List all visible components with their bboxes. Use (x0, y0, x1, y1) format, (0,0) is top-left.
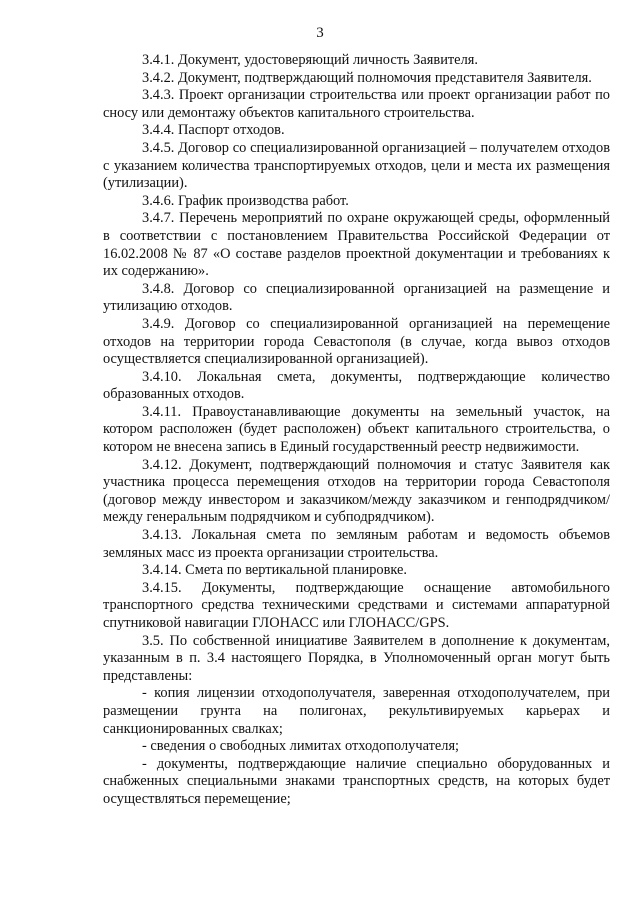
paragraph-3-4-8: 3.4.8. Договор со специализированной организацией на размещение и утилизацию отходов. (103, 280, 610, 315)
paragraph-3-4-2: 3.4.2. Документ, подтверждающий полномочия представителя Заявителя. (142, 69, 592, 86)
document-body (103, 52, 610, 809)
paragraph-3-4-6: 3.4.6. График производства работ. (142, 192, 349, 209)
list-item-license-copy: - копия лицензии отходополучателя, заверенная отходополучателем, при размещении грунта на полигонах, рекультивируемых карьерах и санкционированных свалках; (103, 685, 610, 737)
list-item-free-limits: - сведения о свободных лимитах отходополучателя; (142, 738, 460, 755)
paragraph-3-4-10: 3.4.10. Локальная смета, документы, подтверждающие количество образованных отходов. (103, 368, 610, 403)
paragraph-3-4-3: 3.4.3. Проект организации строительства или проект организации работ по сносу или демонтажу объектов капитального строительства. (103, 87, 610, 121)
paragraph-3-4-11: 3.4.11. Правоустанавливающие документы на земельный участок, на котором расположен (будет расположен) объект капитального строительства, о котором не внесена запись в Единый государственный реестр недвижимости. (103, 403, 610, 456)
paragraph-3-4-12: 3.4.12. Документ, подтверждающий полномочия и статус Заявителя как участника процесса перемещения отходов на территории города Севастополя (договор между инвестором и заказчиком/между заказчиком и генподрядчиком/между генеральным подрядчиком и субподрядчиком). (103, 456, 610, 526)
paragraph-3-4-14: 3.4.14. Смета по вертикальной планировке. (142, 562, 408, 579)
page-number: 3 (316, 25, 324, 41)
paragraph-3-4-13: 3.4.13. Локальная смета по земляным работам и ведомость объемов земляных масс из проекта организации строительства. (103, 527, 610, 561)
paragraph-3-4-5: 3.4.5. Договор со специализированной организацией – получателем отходов с указанием количества транспортируемых отходов, цели и места их размещения (утилизации). (103, 139, 610, 192)
list-item-vehicle-documents: - документы, подтверждающие наличие специально оборудованных и снабженных специальными знаками транспортных средств, на которых будет осуществляться перемещение; (103, 755, 610, 807)
paragraph-3-4-1: 3.4.1. Документ, удостоверяющий личность Заявителя. (142, 52, 478, 68)
paragraph-3-4-15: 3.4.15. Документы, подтверждающие оснащение автомобильного транспортного средства техническими средствами и системами аппаратурной спутниковой навигации ГЛОНАСС или ГЛОНАСС/GPS. (103, 579, 610, 631)
paragraph-3-4-7: 3.4.7. Перечень мероприятий по охране окружающей среды, оформленный в соответствии с постановлением Правительства Российской Федерации от 16.02.2008 № 87 «О составе разделов проектной документации и требованиях к их содержанию». (103, 210, 610, 280)
paragraph-3-4-4: 3.4.4. Паспорт отходов. (142, 122, 285, 139)
paragraph-3-4-9: 3.4.9. Договор со специализированной организацией на перемещение отходов на территории города Севастополя (в случае, когда вывоз отходов осуществляется специализированной организацией). (103, 315, 610, 368)
paragraph-3-5: 3.5. По собственной инициативе Заявителем в дополнение к документам, указанным в п. 3.4 настоящего Порядка, в Уполномоченный орган могут быть представлены: (103, 632, 610, 684)
